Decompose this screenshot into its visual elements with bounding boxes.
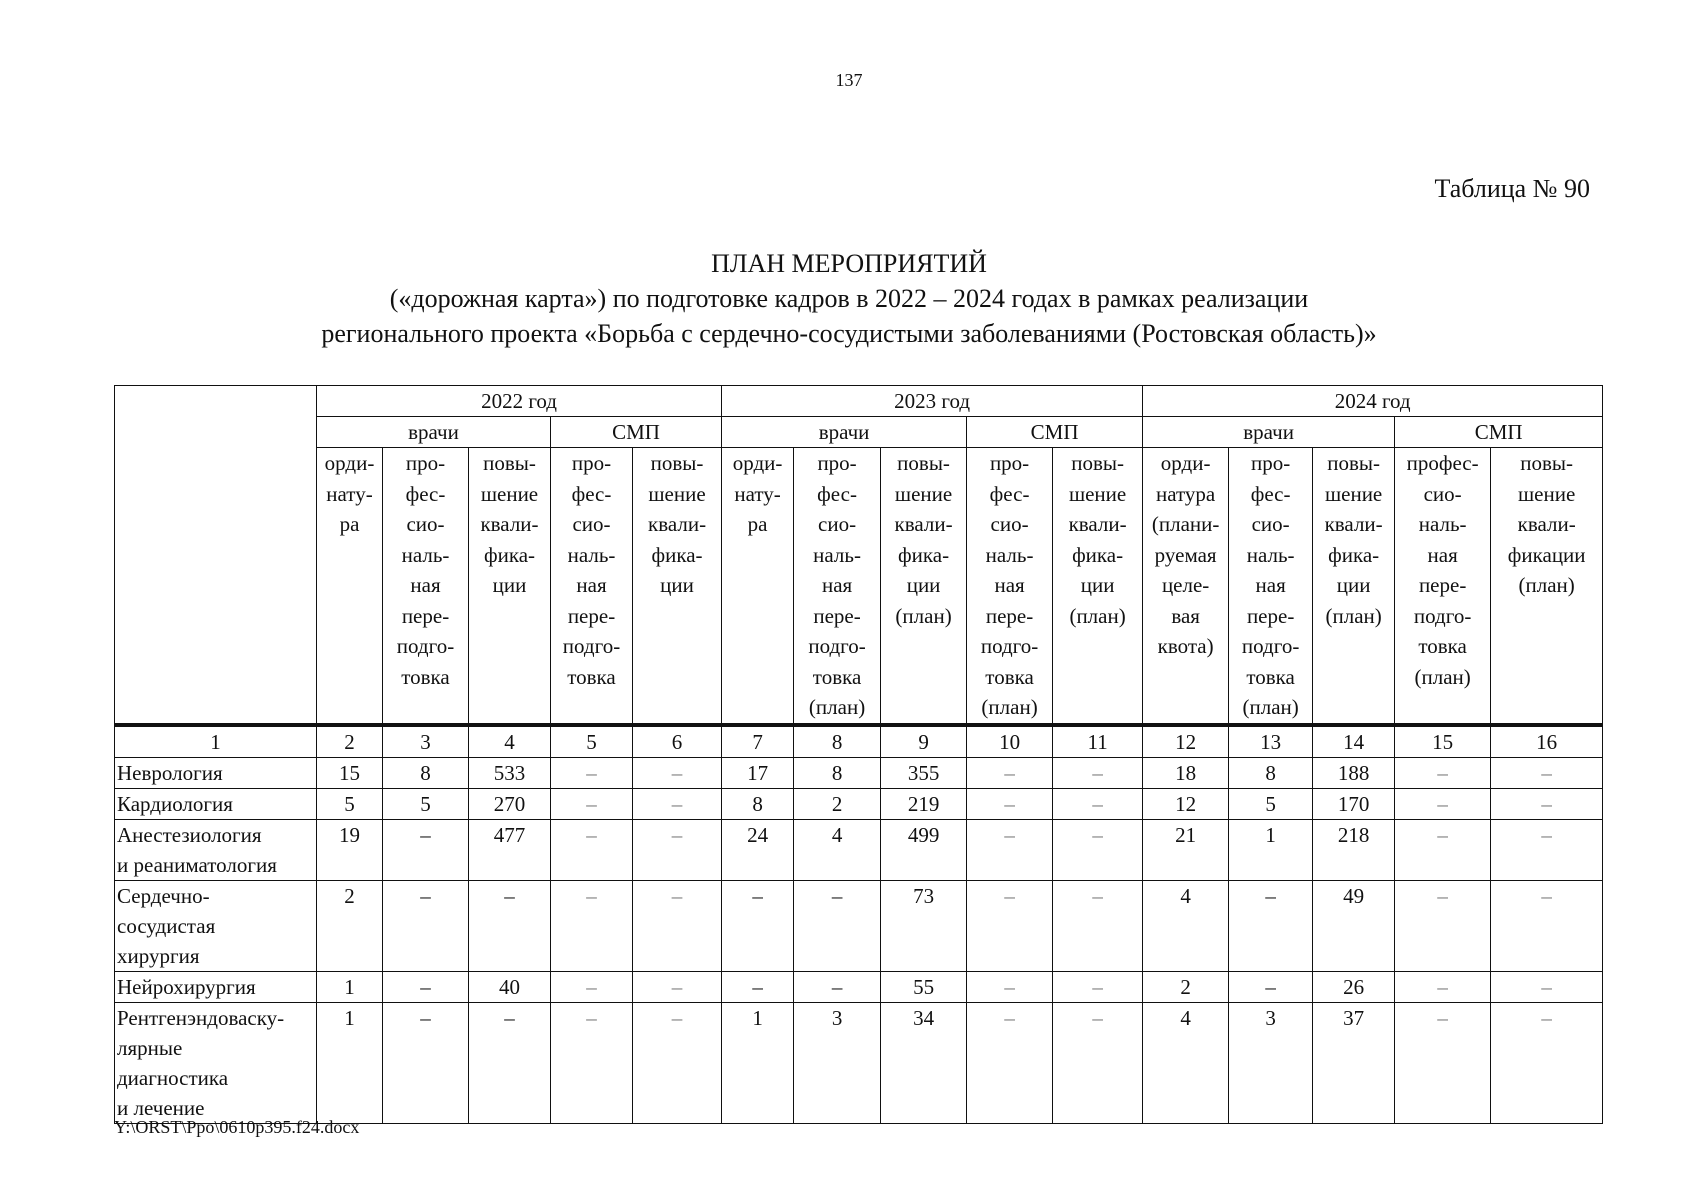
column-header-line: подго- <box>808 634 866 658</box>
table-cell: 477 <box>469 819 551 880</box>
row-label-line: и лечение <box>117 1095 205 1120</box>
table-cell: – <box>967 788 1053 819</box>
column-header-line: подго- <box>1241 634 1300 658</box>
column-number: 15 <box>1395 725 1491 758</box>
column-header-8 <box>794 448 881 725</box>
table-cell: – <box>1491 757 1603 788</box>
column-header-line: ции <box>1336 573 1371 597</box>
column-header-line: шение <box>1518 481 1576 506</box>
column-header-line: шение <box>648 481 706 506</box>
column-number: 1 <box>115 725 317 758</box>
table-cell: – <box>967 757 1053 788</box>
table-cell: 5 <box>317 788 383 819</box>
column-header-14 <box>1313 448 1395 725</box>
column-header-line: сио- <box>572 512 611 536</box>
column-header-line: квали- <box>1517 512 1576 536</box>
column-header-line: квали- <box>648 512 707 536</box>
table-cell: – <box>1053 757 1143 788</box>
header-year-2022: 2022 год <box>317 386 722 417</box>
column-header-line: ная <box>576 573 607 597</box>
column-header-13 <box>1229 448 1313 725</box>
table-cell: 8 <box>722 788 794 819</box>
column-header-line: ная <box>994 573 1025 597</box>
table-cell: 2 <box>317 880 383 971</box>
column-header-line: (план) <box>1325 603 1382 628</box>
table-cell: 1 <box>722 1002 794 1123</box>
row-label <box>115 971 317 1002</box>
table-cell: – <box>1053 819 1143 880</box>
table-cell: – <box>551 971 633 1002</box>
table-cell: 270 <box>469 788 551 819</box>
column-header-line: квали- <box>1068 512 1127 536</box>
table-cell: 17 <box>722 757 794 788</box>
table-cell: – <box>722 880 794 971</box>
column-number: 4 <box>469 725 551 758</box>
row-label-line: Рентгенэндоваску- <box>117 1005 285 1030</box>
table-cell: 12 <box>1143 788 1229 819</box>
column-header-line: (плани- <box>1151 512 1220 536</box>
table-row <box>115 757 1603 788</box>
page-number: 137 <box>835 70 863 90</box>
column-header-line: руемая <box>1154 542 1217 567</box>
table-cell: – <box>967 971 1053 1002</box>
column-header-line: фес- <box>989 481 1030 506</box>
column-header-line: орди- <box>732 451 783 475</box>
column-header-line: пере- <box>401 603 450 628</box>
header-group-doctors: врачи <box>1143 417 1395 448</box>
row-label <box>115 880 317 971</box>
table-cell: – <box>469 1002 551 1123</box>
table-cell: 1 <box>1229 819 1313 880</box>
column-header-3 <box>383 448 469 725</box>
column-header-line: товка <box>812 664 862 689</box>
table-cell: – <box>794 880 881 971</box>
table-label: Таблица № 90 <box>1434 174 1590 203</box>
column-number: 14 <box>1313 725 1395 758</box>
row-label-line: и реаниматология <box>117 852 277 877</box>
column-header-line: ная <box>1255 573 1286 597</box>
table-cell: – <box>1395 971 1491 1002</box>
column-header-line: повы- <box>483 451 536 475</box>
column-header-line: товка <box>1418 634 1467 658</box>
column-header-5 <box>551 448 633 725</box>
row-label-line: хирургия <box>117 943 200 968</box>
column-header-line: фика- <box>651 542 703 567</box>
table-row <box>115 1002 1603 1123</box>
table-cell: – <box>1229 971 1313 1002</box>
column-header-line: повы- <box>1327 451 1380 475</box>
column-header-line: повы- <box>897 451 950 475</box>
column-number: 7 <box>722 725 794 758</box>
table-cell: 24 <box>722 819 794 880</box>
row-label-line: сосудистая <box>117 913 216 938</box>
column-header-line: профес- <box>1406 451 1479 475</box>
column-header-line: нату- <box>326 481 373 506</box>
column-header-line: подго- <box>980 634 1039 658</box>
table-cell: 21 <box>1143 819 1229 880</box>
table-cell: – <box>1491 971 1603 1002</box>
table-cell: 499 <box>881 819 967 880</box>
column-header-line: (план) <box>981 695 1038 719</box>
table-cell: – <box>633 1002 722 1123</box>
column-header-6 <box>633 448 722 725</box>
column-header-line: повы- <box>650 451 704 475</box>
column-number: 9 <box>881 725 967 758</box>
table-cell: – <box>469 880 551 971</box>
column-header-line: ции <box>660 573 694 597</box>
column-header-line: квали- <box>894 512 953 536</box>
table-cell: – <box>1395 880 1491 971</box>
column-header-9 <box>881 448 967 725</box>
header-group-doctors: врачи <box>317 417 551 448</box>
column-header-line: натура <box>1156 481 1216 506</box>
column-header-line: наль- <box>1418 512 1467 536</box>
column-header-line: наль- <box>401 542 450 567</box>
column-header-line: повы- <box>1520 451 1574 475</box>
column-header-line: подго- <box>1413 603 1472 628</box>
table-cell: – <box>551 1002 633 1123</box>
column-header-15 <box>1395 448 1491 725</box>
row-label <box>115 757 317 788</box>
table-row <box>115 788 1603 819</box>
column-header-line: товка <box>1246 664 1295 689</box>
document-title <box>0 246 1698 351</box>
column-header-11 <box>1053 448 1143 725</box>
table-cell: – <box>383 819 469 880</box>
header-groups-row <box>115 417 1603 448</box>
header-group-nurses: СМП <box>1395 417 1603 448</box>
column-header-line: квали- <box>480 512 539 536</box>
header-years-row <box>115 386 1603 417</box>
table-cell: 37 <box>1313 1002 1395 1123</box>
column-header-line: ная <box>821 573 853 597</box>
table-cell: – <box>967 819 1053 880</box>
table-cell: 188 <box>1313 757 1395 788</box>
plan-table <box>114 385 1603 1124</box>
table-cell: 40 <box>469 971 551 1002</box>
table-cell: 26 <box>1313 971 1395 1002</box>
column-header-line: наль- <box>985 542 1034 567</box>
table-cell: – <box>1053 1002 1143 1123</box>
column-header-line: фикации <box>1507 542 1586 567</box>
table-cell: – <box>383 971 469 1002</box>
table-cell: 8 <box>383 757 469 788</box>
column-header-line: фес- <box>1250 481 1291 506</box>
row-label-line: Кардиология <box>117 791 233 816</box>
column-header-line: пере- <box>985 603 1034 628</box>
column-header-line: шение <box>1324 481 1383 506</box>
table-cell: – <box>967 880 1053 971</box>
table-cell: – <box>633 788 722 819</box>
table-cell: – <box>722 971 794 1002</box>
column-header-line: пере- <box>813 603 861 628</box>
column-header-line: (план) <box>1414 664 1471 689</box>
column-header-4 <box>469 448 551 725</box>
table-cell: 1 <box>317 1002 383 1123</box>
table-cell: 1 <box>317 971 383 1002</box>
table-cell: – <box>967 1002 1053 1123</box>
row-label-line: Неврология <box>117 760 223 785</box>
table-cell: – <box>1229 880 1313 971</box>
column-header-line: ции <box>492 573 527 597</box>
column-header-line: сио- <box>1423 481 1462 506</box>
table-cell: 3 <box>794 1002 881 1123</box>
column-number: 3 <box>383 725 469 758</box>
column-header-line: вая <box>1171 603 1200 628</box>
table-cell: 5 <box>383 788 469 819</box>
column-header-line: фика- <box>1072 542 1124 567</box>
column-header-line: (план) <box>1518 573 1575 597</box>
column-header-line: шение <box>1068 481 1127 506</box>
table-cell: – <box>1491 819 1603 880</box>
column-numbers-row <box>115 725 1603 758</box>
table-cell: – <box>1395 819 1491 880</box>
table-cell: 2 <box>794 788 881 819</box>
column-header-line: сио- <box>818 512 857 536</box>
header-corner-cell <box>115 386 317 725</box>
table-cell: – <box>1053 880 1143 971</box>
column-header-line: наль- <box>1246 542 1295 567</box>
table-row <box>115 971 1603 1002</box>
table-cell: 18 <box>1143 757 1229 788</box>
column-header-line: (план) <box>1069 603 1126 628</box>
table-cell: 3 <box>1229 1002 1313 1123</box>
row-label <box>115 819 317 880</box>
column-header-line: ции <box>1080 573 1115 597</box>
title-line-1: ПЛАН МЕРОПРИЯТИЙ <box>711 249 987 278</box>
table-cell: – <box>1053 971 1143 1002</box>
column-header-line: фика- <box>483 542 536 567</box>
table-cell: – <box>383 1002 469 1123</box>
column-header-2 <box>317 448 383 725</box>
column-header-line: про- <box>571 451 612 475</box>
column-header-line: повы- <box>1071 451 1124 475</box>
row-label-line: диагностика <box>117 1065 229 1090</box>
column-header-line: подго- <box>396 634 455 658</box>
column-header-12 <box>1143 448 1229 725</box>
column-header-7 <box>722 448 794 725</box>
column-header-line: сио- <box>1251 512 1290 536</box>
table-cell: – <box>633 757 722 788</box>
table-cell: 8 <box>794 757 881 788</box>
table-cell: 19 <box>317 819 383 880</box>
column-header-line: шение <box>480 481 539 506</box>
table-cell: 5 <box>1229 788 1313 819</box>
column-header-line: товка <box>567 664 616 689</box>
column-header-line: фес- <box>571 481 612 506</box>
table-cell: – <box>1395 757 1491 788</box>
table-cell: 4 <box>1143 880 1229 971</box>
column-header-line: орди- <box>324 451 375 475</box>
header-year-2023: 2023 год <box>722 386 1143 417</box>
column-number: 6 <box>633 725 722 758</box>
column-header-line: целе- <box>1161 573 1210 597</box>
table-cell: – <box>633 971 722 1002</box>
table-cell: 219 <box>881 788 967 819</box>
table-cell: – <box>794 971 881 1002</box>
column-header-line: фика- <box>898 542 950 567</box>
column-number: 5 <box>551 725 633 758</box>
header-group-doctors: врачи <box>722 417 967 448</box>
row-label-line: лярные <box>117 1035 183 1060</box>
table-cell: – <box>551 880 633 971</box>
table-header <box>115 386 1603 758</box>
column-header-line: пере- <box>1246 603 1295 628</box>
file-path: Y:\ORST\Ppo\0610p395.f24.docx <box>114 1117 360 1137</box>
row-label <box>115 1002 317 1123</box>
table-cell: 55 <box>881 971 967 1002</box>
column-header-line: про- <box>405 451 446 475</box>
column-number: 2 <box>317 725 383 758</box>
column-header-line: (план) <box>808 695 866 719</box>
table-cell: 218 <box>1313 819 1395 880</box>
table-cell: 533 <box>469 757 551 788</box>
table-body <box>115 757 1603 1123</box>
title-line-2: («дорожная карта») по подготовке кадров в 2022 – 2024 годах в рамках реализации <box>389 284 1309 313</box>
column-header-line: (план) <box>895 603 952 628</box>
table-cell: 4 <box>794 819 881 880</box>
table-cell: – <box>1053 788 1143 819</box>
column-header-line: квали- <box>1324 512 1383 536</box>
column-header-10 <box>967 448 1053 725</box>
column-header-line: нату- <box>734 481 781 506</box>
table-cell: 4 <box>1143 1002 1229 1123</box>
column-number: 16 <box>1491 725 1603 758</box>
table-cell: 2 <box>1143 971 1229 1002</box>
column-number: 12 <box>1143 725 1229 758</box>
table-cell: – <box>551 757 633 788</box>
column-header-line: фес- <box>405 481 446 506</box>
column-header-16 <box>1491 448 1603 725</box>
table-cell: – <box>1491 880 1603 971</box>
table-cell: 15 <box>317 757 383 788</box>
row-label-line: Анестезиология <box>117 822 262 847</box>
row-label <box>115 788 317 819</box>
table-cell: 49 <box>1313 880 1395 971</box>
table-cell: 170 <box>1313 788 1395 819</box>
column-header-line: пере- <box>1418 573 1467 597</box>
column-header-line: товка <box>401 664 450 689</box>
column-header-line: ра <box>339 512 360 536</box>
row-label-line: Нейрохирургия <box>117 974 256 999</box>
column-header-line: ции <box>906 573 941 597</box>
column-header-line: наль- <box>813 542 861 567</box>
table-cell: – <box>633 880 722 971</box>
column-header-line: (план) <box>1242 695 1299 719</box>
column-header-line: товка <box>985 664 1034 689</box>
column-header-line: пере- <box>567 603 616 628</box>
title-line-3: регионального проекта «Борьба с сердечно-сосудистыми заболеваниями (Ростовская область)» <box>321 319 1377 348</box>
header-group-nurses: СМП <box>967 417 1143 448</box>
column-header-line: квота) <box>1157 634 1214 658</box>
column-number: 11 <box>1053 725 1143 758</box>
table-cell: – <box>1491 1002 1603 1123</box>
column-header-line: фес- <box>817 481 857 506</box>
header-group-nurses: СМП <box>551 417 722 448</box>
table-cell: – <box>551 788 633 819</box>
column-number: 10 <box>967 725 1053 758</box>
header-columns-row <box>115 448 1603 725</box>
column-header-line: про- <box>1251 451 1291 475</box>
column-number: 13 <box>1229 725 1313 758</box>
table-cell: – <box>383 880 469 971</box>
column-header-line: сио- <box>406 512 445 536</box>
table-cell: – <box>551 819 633 880</box>
column-header-line: фика- <box>1328 542 1380 567</box>
table-cell: 355 <box>881 757 967 788</box>
table-cell: – <box>1395 788 1491 819</box>
column-number: 8 <box>794 725 881 758</box>
column-header-line: наль- <box>567 542 616 567</box>
table-cell: – <box>633 819 722 880</box>
row-label-line: Сердечно- <box>117 883 210 908</box>
column-header-line: про- <box>989 451 1030 475</box>
column-header-line: шение <box>894 481 953 506</box>
table-cell: – <box>1491 788 1603 819</box>
column-header-line: сио- <box>990 512 1029 536</box>
column-header-line: ра <box>747 512 768 536</box>
column-header-line: ная <box>1427 542 1458 567</box>
column-header-line: подго- <box>562 634 621 658</box>
table-cell: 8 <box>1229 757 1313 788</box>
column-header-line: ная <box>410 573 441 597</box>
table-row <box>115 880 1603 971</box>
table-row <box>115 819 1603 880</box>
column-header-line: про- <box>817 451 857 475</box>
column-header-line: орди- <box>1160 451 1211 475</box>
header-year-2024: 2024 год <box>1143 386 1603 417</box>
table-cell: 73 <box>881 880 967 971</box>
table-cell: – <box>1395 1002 1491 1123</box>
table-cell: 34 <box>881 1002 967 1123</box>
